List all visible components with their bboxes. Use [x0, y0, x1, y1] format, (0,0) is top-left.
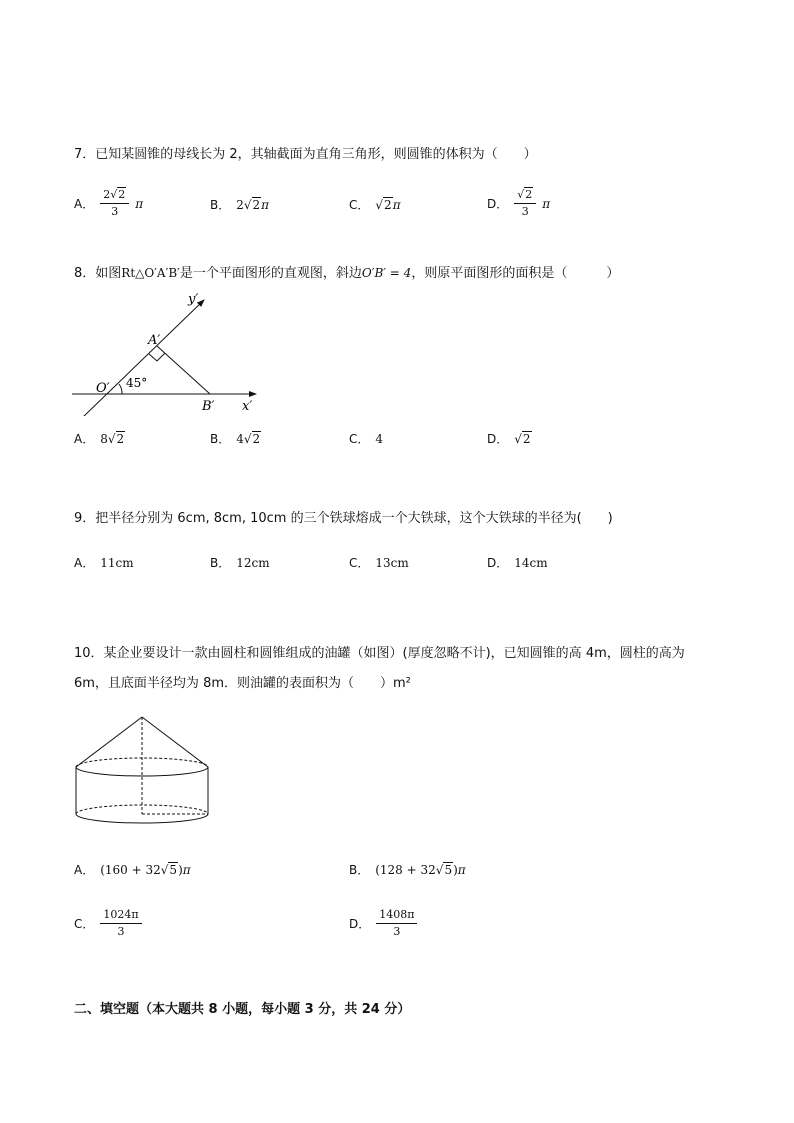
option-label: D．	[349, 916, 371, 931]
q8-prefix: 8．如图	[74, 266, 122, 281]
pi-symbol: π	[135, 196, 144, 211]
denominator: 3	[117, 925, 125, 938]
q8-option-c	[349, 431, 383, 447]
q10-option-d	[349, 908, 417, 939]
q7-stem: 7．已知某圆锥的母线长为 2，其轴截面为直角三角形，则圆锥的体积为（ ）	[74, 147, 537, 162]
section-title-fill-in: 二、填空题（本大题共 8 小题，每小题 3 分，共 24 分）	[74, 1002, 411, 1017]
option-value: 11cm	[100, 556, 134, 570]
q7-option-c: C． √2π	[349, 198, 401, 212]
fraction: $\frac{√2}{3}$	[514, 188, 536, 219]
coef: 2	[103, 188, 111, 201]
radicand: 5	[444, 863, 453, 877]
q10-option-b: B． (128 + 32√5)π	[349, 863, 466, 877]
q8-option-a: A． 8√2	[74, 432, 125, 446]
q8-stem	[74, 264, 619, 283]
q9-option-c	[349, 555, 409, 571]
option-label: A．	[74, 556, 95, 570]
fraction	[100, 908, 141, 939]
option-value: 12cm	[236, 556, 270, 570]
option-label: D．	[487, 196, 509, 211]
q10-option-a: A． (160 + 32√5)π	[74, 863, 191, 877]
label-y-axis: y′	[188, 292, 199, 307]
q10-stem-line1: 10．某企业要设计一款由圆柱和圆锥组成的油罐（如图）(厚度忽略不计)，已知圆锥的高 4m，圆柱的高为	[74, 646, 685, 661]
numerator: 1408π	[376, 908, 417, 924]
coef: 4	[236, 432, 244, 446]
q10-figure	[70, 712, 220, 832]
radicand: 2	[116, 432, 125, 446]
q9-option-b	[210, 555, 270, 571]
option-value: 4	[375, 432, 384, 446]
angle-arc	[119, 384, 122, 394]
q10-option-c	[74, 908, 142, 939]
pi-symbol: π	[457, 863, 466, 877]
expr-close: )	[453, 863, 458, 877]
label-angle: 45°	[126, 376, 148, 390]
y-axis	[82, 300, 204, 416]
q8-suffix: ，则原平面图形的面积是（ ）	[411, 266, 620, 281]
numerator: 1024π	[100, 908, 141, 924]
label-point-a: A′	[148, 333, 161, 348]
option-label: B．	[210, 432, 231, 446]
q7-option-a	[74, 188, 143, 219]
q7-option-b: B． 2√2π	[210, 198, 270, 212]
option-label: D．	[487, 432, 509, 446]
pi-symbol: π	[261, 198, 270, 212]
expr-open: (160 + 32	[100, 863, 161, 877]
option-label: A．	[74, 432, 95, 446]
coef: 2	[236, 198, 244, 212]
radicand: 2	[525, 188, 533, 201]
bottom-ellipse-front	[76, 814, 208, 823]
cone-left-edge	[76, 717, 142, 767]
q9-option-d	[487, 555, 548, 571]
triangle-name: Rt△O′A′B′	[121, 266, 180, 280]
option-label: D．	[487, 556, 509, 570]
radicand: 2	[252, 198, 261, 212]
label-point-b: B′	[202, 399, 215, 414]
option-label: B．	[210, 556, 231, 570]
q9-stem: 9．把半径分别为 6cm, 8cm, 10cm 的三个铁球熔成一个大铁球，这个大铁球的半径为( )	[74, 511, 613, 526]
option-label: B．	[349, 863, 370, 877]
option-label: C．	[74, 916, 95, 931]
expr-close: )	[178, 863, 183, 877]
label-x-axis: x′	[242, 399, 253, 414]
fraction	[376, 908, 417, 939]
q8-figure	[64, 286, 264, 416]
label-origin: O′	[96, 381, 110, 396]
option-label: C．	[349, 556, 370, 570]
radicand: 2	[118, 188, 126, 201]
option-label: A．	[74, 863, 95, 877]
q8-option-d: D． √2	[487, 432, 531, 446]
denominator: 3	[393, 925, 401, 938]
radicand: 2	[384, 198, 392, 212]
option-label: C．	[349, 432, 370, 446]
radicand: 2	[252, 432, 261, 446]
denominator: 3	[521, 205, 529, 218]
right-angle-mark	[149, 353, 165, 361]
option-label: A．	[74, 196, 95, 211]
hypotenuse-expr: O′B′ = 4	[361, 266, 412, 280]
option-value: 13cm	[375, 556, 409, 570]
q9-option-a	[74, 555, 134, 571]
option-value: 14cm	[514, 556, 548, 570]
pi-symbol: π	[542, 196, 551, 211]
q7-option-d	[487, 188, 550, 219]
pi-symbol: π	[392, 198, 401, 212]
radicand: 5	[169, 863, 178, 877]
fraction: $\frac{2√2}{3}$	[100, 188, 129, 219]
pi-symbol: π	[182, 863, 191, 877]
option-label: B．	[210, 198, 231, 212]
q8-mid: 是一个平面图形的直观图，斜边	[179, 266, 362, 281]
q10-stem-line2: 6m，且底面半径均为 8m．则油罐的表面积为（ ）m²	[74, 676, 411, 691]
radicand: 2	[522, 432, 531, 446]
q8-option-b: B． 4√2	[210, 432, 261, 446]
denominator: 3	[111, 205, 119, 218]
coef: 8	[100, 432, 108, 446]
expr-open: (128 + 32	[375, 863, 436, 877]
option-label: C．	[349, 198, 370, 212]
